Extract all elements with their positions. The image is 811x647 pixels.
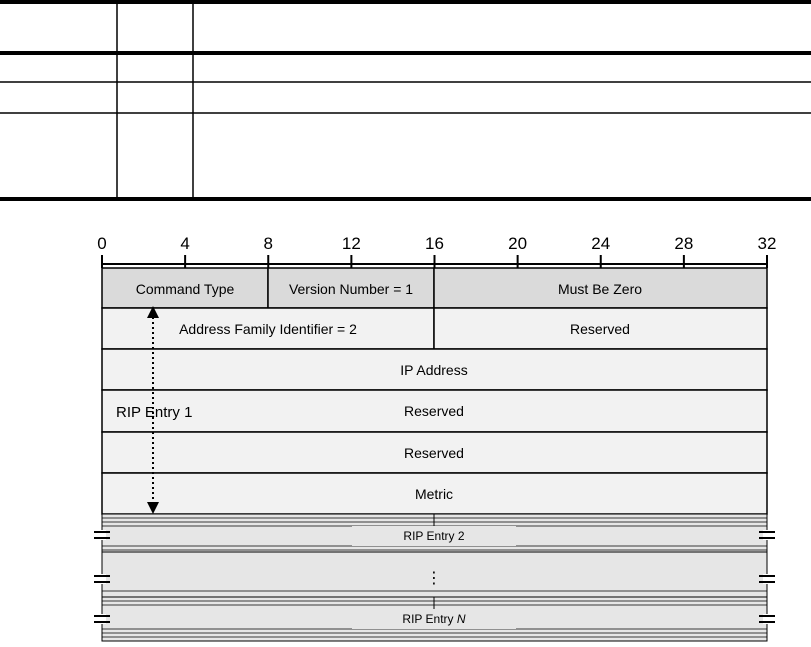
must-be-zero-label: Must Be Zero [557,281,643,297]
metric-label: Metric [414,486,454,502]
bit-tick-label-20: 20 [508,234,528,253]
reserved-1-label: Reserved [404,403,464,419]
table [0,0,811,202]
command-type-label: Command Type [135,281,235,297]
bit-tick-label-24: 24 [591,234,611,253]
bit-tick-label-12: 12 [341,234,361,253]
bit-tick-label-28: 28 [674,234,694,253]
afi-label: Address Family Identifier = 2 [179,321,357,337]
ellipsis-label: ⋮ [426,570,442,587]
rip-entry-1-label: RIP Entry 1 [116,404,193,421]
reserved-right-label: Reserved [570,321,630,337]
bit-tick-label-4: 4 [180,234,190,253]
rip-message-format-diagram [0,228,811,647]
rip-entry-n-label [402,612,465,626]
bit-tick-label-32: 32 [757,234,777,253]
ip-address-label: IP Address [400,362,468,378]
rip-entry-2-label: RIP Entry 2 [403,529,465,543]
bit-tick-label-8: 8 [263,234,273,253]
bit-tick-label-16: 16 [425,234,444,253]
bit-tick-label-0: 0 [97,234,107,253]
reserved-2-label: Reserved [404,445,464,461]
version-number-label: Version Number = 1 [288,281,414,297]
rip-entry-n-suffix: N [456,612,466,626]
bit-scale [97,234,776,268]
rip-entry-n-prefix: RIP Entry [402,612,457,626]
